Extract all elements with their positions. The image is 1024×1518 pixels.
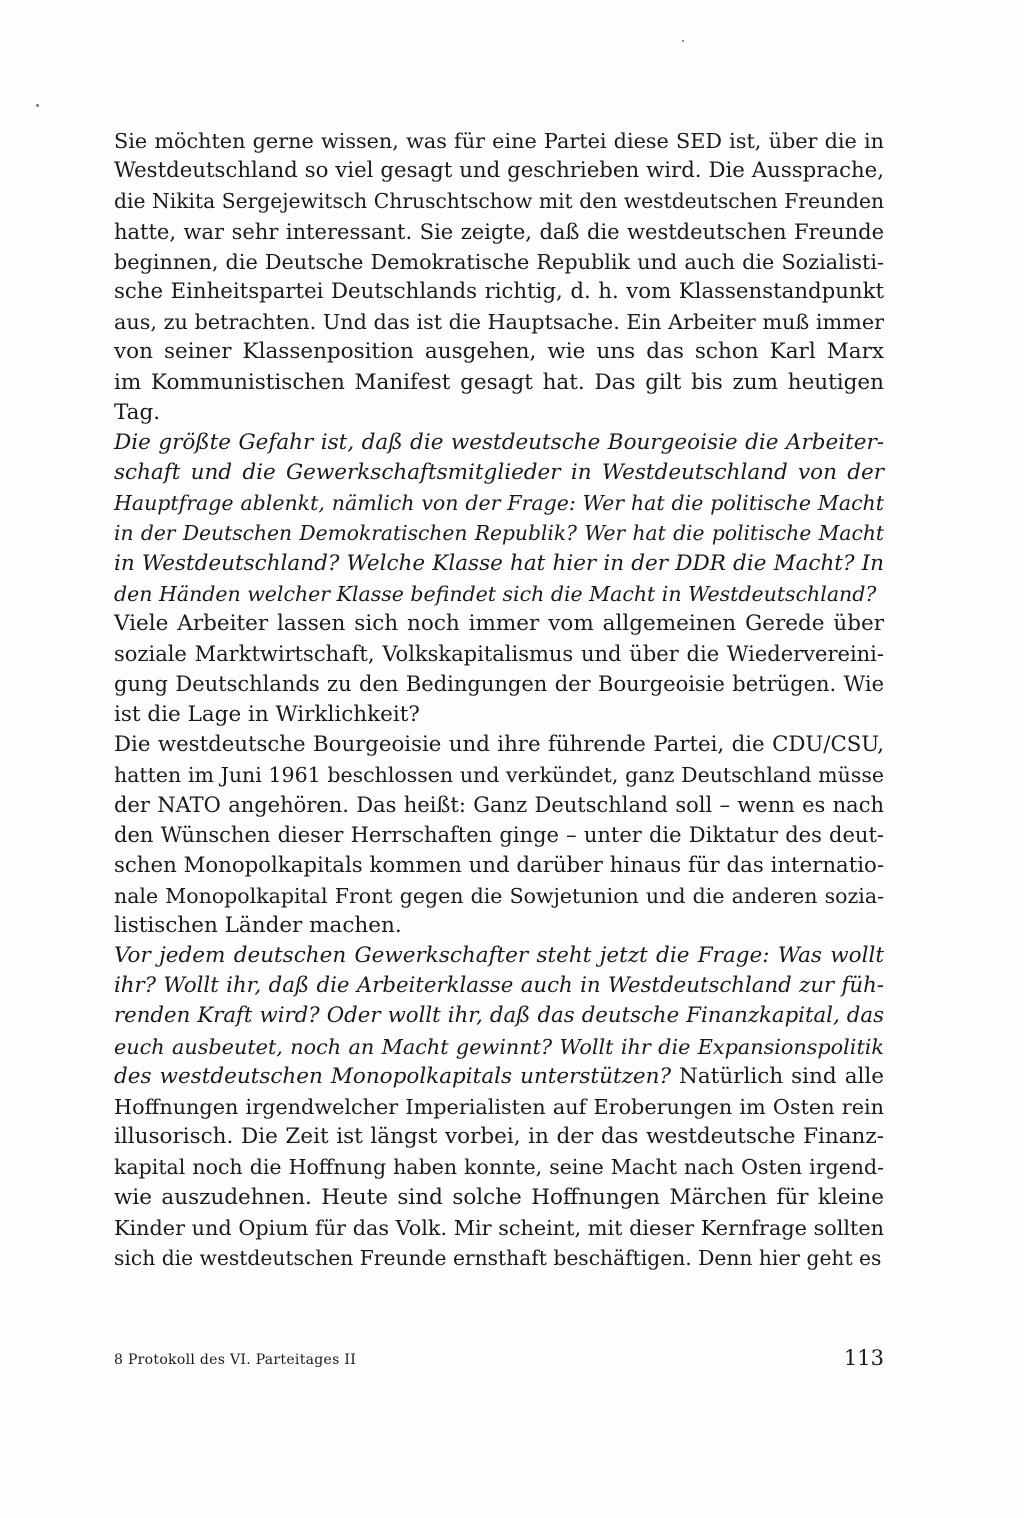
paragraph (114, 941, 884, 1273)
italic-text: euch ausbeutet, noch an Macht gewinnt? Wollt ihr die Expansionspolitik (114, 1034, 884, 1059)
text-run: sich die westdeutschen Freunde ernsthaft beschäftigen. Denn hier geht es (114, 1245, 882, 1270)
paragraph (114, 428, 884, 609)
text-line: hatte, war sehr interessant. Sie zeigte, daß die westdeutschen Freunde (114, 219, 884, 244)
text-line: im Kommunistischen Manifest gesagt hat. Das gilt bis zum heutigen (114, 369, 884, 395)
text-line (114, 971, 884, 1001)
text-line: gung Deutschlands zu den Bedingungen der Bourgeoisie betrügen. Wie (114, 672, 884, 697)
italic-text: Vor jedem deutschen Gewerkschafter steht jetzt die Frage: Was wollt (114, 943, 884, 969)
text-line (114, 1001, 884, 1031)
text-line: Hauptfrage ablenkt, nämlich von der Frage: Wer hat die politische Macht (114, 491, 884, 516)
paragraph (114, 609, 884, 730)
italic-text: renden Kraft wird? Oder wollt ihr, daß das deutsche Finanzkapital, das (114, 1003, 884, 1029)
text-run: Hoffnungen irgendwelcher Imperialisten auf Eroberungen im Osten rein (114, 1095, 884, 1119)
text-line (114, 941, 884, 971)
page-number: 113 (843, 1346, 884, 1370)
text-line (114, 1183, 884, 1213)
scan-speck (682, 40, 684, 42)
text-line: den Wünschen dieser Herrschaften ginge – unter die Diktatur des deut- (114, 823, 884, 848)
paragraph (114, 730, 884, 941)
page-footer (114, 1346, 884, 1376)
text-run: wie auszudehnen. Heute sind solche Hoffnungen Märchen für kleine (114, 1184, 884, 1210)
text-line: in der Deutschen Demokratischen Republik? Wer hat die politische Macht (114, 521, 884, 546)
italic-text: ihr? Wollt ihr, daß die Arbeiterklasse auch in Westdeutschland zur füh- (114, 973, 884, 999)
text-line: beginnen, die Deutsche Demokratische Republik und auch die Sozialisti- (114, 249, 884, 274)
text-line (114, 1062, 884, 1092)
text-line: den Händen welcher Klasse befindet sich die Macht in Westdeutschland? (114, 581, 877, 606)
text-line: schen Monopolkapitals kommen und darüber hinaus für das internatio- (114, 852, 884, 878)
text-line: aus, zu betrachten. Und das ist die Hauptsache. Ein Arbeiter muß immer (114, 310, 885, 335)
text-line: die Nikita Sergejewitsch Chruschtschow mit den westdeutschen Freunden (114, 189, 884, 214)
text-line (114, 1092, 884, 1122)
scan-speck (36, 104, 39, 107)
italic-text: des westdeutschen Monopolkapitals unterstützen? (114, 1063, 672, 1089)
text-line: Die westdeutsche Bourgeoisie und ihre führende Partei, die CDU/CSU, (114, 731, 884, 757)
text-line (114, 1032, 884, 1062)
text-line: schaft und die Gewerkschaftsmitglieder in Westdeutschland von der (114, 460, 884, 486)
text-line (114, 1243, 884, 1273)
text-line: von seiner Klassenposition ausgehen, wie uns das schon Karl Marx (114, 339, 884, 365)
text-line: listischen Länder machen. (114, 912, 402, 938)
text-line: soziale Marktwirtschaft, Volkskapitalismus und über die Wiedervereini- (114, 642, 884, 667)
text-run: Natürlich sind alle (671, 1063, 884, 1089)
text-line: Westdeutschland so viel gesagt und geschrieben wird. Die Aussprache, (114, 158, 884, 184)
text-line (114, 1122, 884, 1152)
text-line (114, 1213, 884, 1243)
text-line: Sie möchten gerne wissen, was für eine Partei diese SED ist, über die in (114, 129, 884, 153)
text-line (114, 1152, 884, 1182)
text-line: sche Einheitspartei Deutschlands richtig, d. h. vom Klassenstandpunkt (114, 278, 884, 304)
text-line: Die größte Gefahr ist, daß die westdeutsche Bourgeoisie die Arbeiter- (114, 429, 884, 455)
paragraph (114, 126, 884, 428)
text-line: hatten im Juni 1961 beschlossen und verkündet, ganz Deutschland müsse (114, 762, 884, 787)
text-line: Viele Arbeiter lassen sich noch immer vom allgemeinen Gerede über (114, 611, 884, 636)
body-text (114, 126, 884, 1273)
text-run: kapital noch die Hoffnung haben konnte, seine Macht nach Osten irgend- (114, 1155, 884, 1180)
text-line: ist die Lage in Wirklichkeit? (114, 701, 420, 727)
text-line: Tag. (114, 399, 161, 425)
text-line: nale Monopolkapital Front gegen die Sowjetunion und die anderen sozia- (114, 883, 884, 908)
printer-signature: 8 Protokoll des VI. Parteitages II (114, 1352, 357, 1368)
text-run: illusorisch. Die Zeit ist längst vorbei, in der das westdeutsche Finanz- (114, 1124, 884, 1150)
text-line: in Westdeutschland? Welche Klasse hat hier in der DDR die Macht? In (114, 550, 884, 576)
text-run: Kinder und Opium für das Volk. Mir scheint, mit dieser Kernfrage sollten (114, 1215, 884, 1240)
text-line: der NATO angehören. Das heißt: Ganz Deutschland soll – wenn es nach (114, 793, 884, 818)
